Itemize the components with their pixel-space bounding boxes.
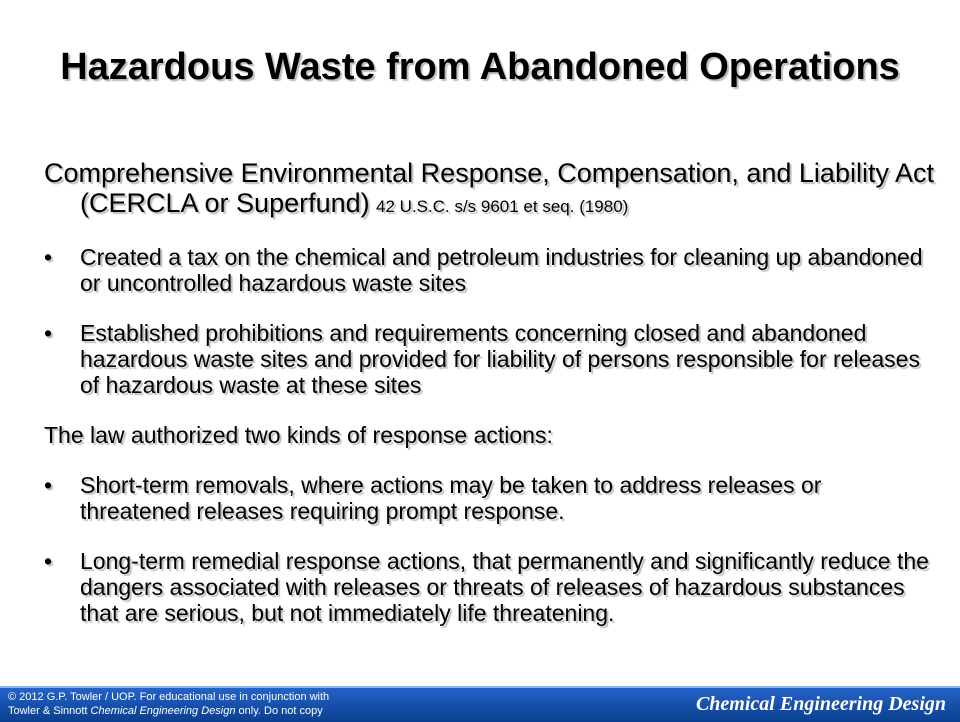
bullet-icon: • (44, 244, 53, 270)
copyright-restriction: only. Do not copy (235, 705, 323, 717)
bullet-text: Established prohibitions and requirements concerning closed and abandoned hazardous waste sites and provided for liability of persons responsible for releases of hazardous waste at these sites (80, 320, 920, 398)
bullet-icon: • (44, 472, 53, 498)
copyright-notice (8, 690, 428, 718)
bullet-icon: • (44, 320, 53, 346)
copyright-book-title: Chemical Engineering Design (90, 705, 236, 717)
list-item (44, 548, 934, 626)
footer-bar (0, 686, 960, 722)
copyright-line-2 (8, 704, 428, 718)
intro-citation: 42 U.S.C. s/s 9601 et seq. (1980) (376, 197, 629, 216)
bullet-text: Long-term remedial response actions, that permanently and significantly reduce the dangers associated with releases or threats of releases of hazardous substances that are serious, but not immediately life threatening. (80, 548, 929, 626)
subheading: The law authorized two kinds of response actions: (44, 422, 553, 448)
copyright-line-1: © 2012 G.P. Towler / UOP. For educational use in conjunction with (8, 691, 330, 703)
copyright-authors: Towler & Sinnott (8, 705, 91, 717)
slide-title: Hazardous Waste from Abandoned Operations (60, 46, 900, 88)
list-item (44, 244, 934, 296)
slide-content (44, 158, 934, 626)
bullet-list-b (44, 472, 934, 626)
bullet-text: Created a tax on the chemical and petroleum industries for cleaning up abandoned or uncontrolled hazardous waste sites (80, 244, 923, 296)
intro-paragraph (44, 158, 934, 220)
intro-main-text: Comprehensive Environmental Response, Compensation, and Liability Act (CERCLA or Superfund) (44, 158, 934, 218)
footer-brand-title: Chemical Engineering Design (695, 693, 946, 715)
bullet-icon: • (44, 548, 53, 574)
list-item (44, 320, 934, 398)
bullet-list-a (44, 244, 934, 398)
bullet-text: Short-term removals, where actions may be taken to address releases or threatened releases requiring prompt response. (80, 472, 822, 524)
list-item (44, 472, 934, 524)
